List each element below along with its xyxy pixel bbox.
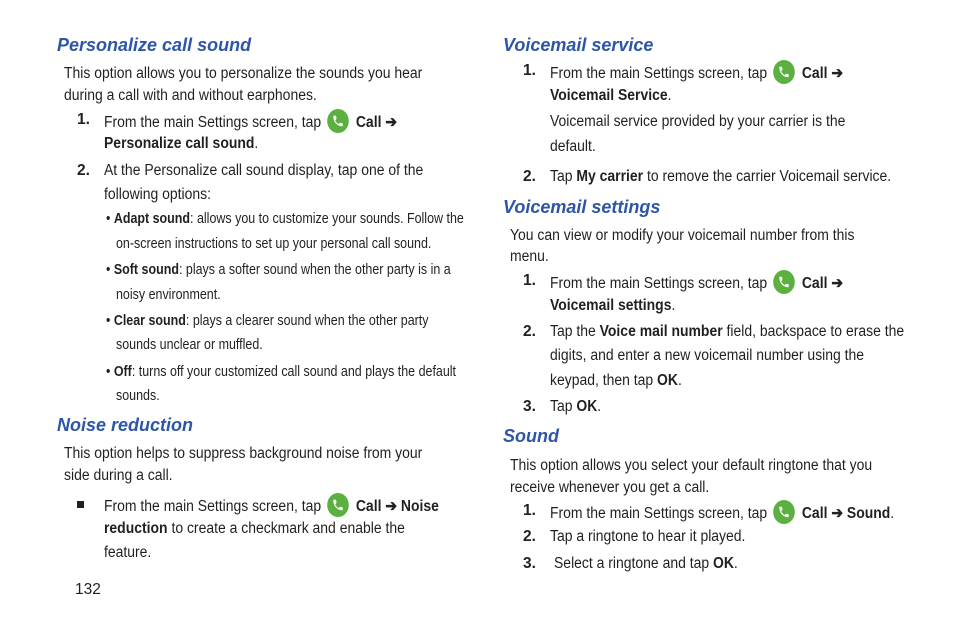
paragraph-line: This option helps to suppress background noise from your [64, 445, 423, 462]
option-name: My carrier [576, 168, 644, 185]
phone-call-icon [773, 270, 795, 294]
option-title: Soft sound [113, 262, 179, 278]
step-text [550, 60, 843, 85]
step-text-part: From the main Settings screen, tap [550, 505, 768, 522]
step-text-part: From the main Settings screen, tap [104, 114, 322, 131]
button-name: OK [712, 555, 734, 572]
option-line [106, 208, 464, 230]
menu-item-name: reduction [104, 520, 168, 537]
step-text: Voicemail service provided by your carrier is the [550, 113, 846, 130]
button-name: OK [657, 372, 678, 389]
step-text-part: From the main Settings screen, tap [104, 498, 322, 515]
paragraph-line: You can view or modify your voicemail number from this [510, 227, 855, 244]
option-line [106, 310, 429, 332]
bullet: • [106, 211, 111, 227]
step-text-part: to create a checkmark and enable the [167, 520, 405, 537]
step-text-part: to remove the carrier Voicemail service. [643, 168, 892, 185]
step-number: 1. [523, 272, 536, 289]
step-text-part: keypad, then tap [550, 372, 658, 389]
option-desc: : allows you to customize your sounds. Follow the [190, 211, 464, 227]
option-desc: : plays a clearer sound when the other party [185, 313, 429, 329]
step-number: 1. [523, 62, 536, 79]
step-text [104, 493, 439, 518]
step-text [550, 396, 601, 418]
step-number: 2. [523, 528, 536, 545]
step-text [104, 133, 258, 155]
heading-voicemail-settings: Voicemail settings [503, 197, 661, 217]
option-title: Off [113, 364, 132, 380]
step-text: Tap a ringtone to hear it played. [550, 528, 746, 545]
phone-call-icon [327, 493, 349, 517]
option-line [106, 361, 456, 383]
step-text-part: Tap [550, 398, 577, 415]
paragraph-line: receive whenever you get a call. [510, 479, 710, 496]
step-number: 2. [523, 168, 536, 185]
paragraph-line: menu. [510, 248, 549, 265]
field-name: Voice mail number [599, 323, 723, 340]
paragraph-line: This option allows you to personalize the sounds you hear [64, 65, 423, 82]
step-text-part: From the main Settings screen, tap [550, 65, 768, 82]
heading-personalize-call-sound: Personalize call sound [57, 35, 252, 55]
step-text-part: Tap [550, 168, 577, 185]
bullet: • [106, 364, 111, 380]
step-text [550, 270, 843, 295]
step-text: default. [550, 138, 596, 155]
menu-path: Call ➔ [801, 65, 844, 82]
option-desc: : plays a softer sound when the other party is in a [178, 262, 451, 278]
step-number: 2. [77, 162, 90, 179]
step-text: digits, and enter a new voicemail number using the [550, 347, 865, 364]
step-text: At the Personalize call sound display, tap one of the [104, 162, 424, 179]
step-number: 1. [77, 111, 90, 128]
menu-item-name: Voicemail Service [550, 87, 668, 104]
punctuation: . [890, 505, 895, 522]
step-text [550, 500, 894, 525]
phone-call-icon [773, 500, 795, 524]
option-line: sounds. [116, 388, 160, 404]
bullet: • [106, 313, 111, 329]
option-title: Adapt sound [113, 211, 191, 227]
punctuation: . [671, 297, 676, 314]
page-number: 132 [75, 581, 101, 598]
step-text [550, 166, 891, 188]
menu-path: Call ➔ Noise [355, 498, 439, 515]
heading-sound: Sound [503, 426, 559, 446]
menu-path: Call ➔ [801, 275, 844, 292]
step-text [550, 85, 672, 107]
option-line [106, 259, 451, 281]
step-text [550, 321, 904, 343]
step-text [554, 553, 738, 575]
bullet: • [106, 262, 111, 278]
heading-noise-reduction: Noise reduction [57, 415, 194, 435]
step-text-part: field, backspace to erase the [722, 323, 905, 340]
button-name: OK [576, 398, 598, 415]
option-title: Clear sound [113, 313, 186, 329]
step-number: 3. [523, 555, 536, 572]
punctuation: . [733, 555, 738, 572]
punctuation: . [677, 372, 682, 389]
punctuation: . [254, 135, 259, 152]
option-line: on-screen instructions to set up your personal call sound. [116, 236, 432, 252]
step-text-part: From the main Settings screen, tap [550, 275, 768, 292]
phone-call-icon [327, 109, 349, 133]
option-desc: : turns off your customized call sound and plays the default [131, 364, 457, 380]
menu-item-name: Personalize call sound [104, 135, 255, 152]
heading-voicemail-service: Voicemail service [503, 35, 654, 55]
step-text-part: Tap the [550, 323, 600, 340]
option-line: noisy environment. [116, 287, 221, 303]
step-text [104, 518, 405, 540]
option-line: sounds unclear or muffled. [116, 337, 263, 353]
step-text [550, 370, 682, 392]
step-text [550, 295, 675, 317]
paragraph-line: during a call with and without earphones. [64, 87, 317, 104]
step-number: 3. [523, 398, 536, 415]
phone-call-icon [773, 60, 795, 84]
menu-path: Call ➔ [355, 114, 398, 131]
punctuation: . [667, 87, 672, 104]
step-text [104, 109, 397, 134]
step-text: feature. [104, 544, 152, 561]
square-bullet [77, 501, 84, 508]
step-number: 2. [523, 323, 536, 340]
step-text-part: Select a ringtone and tap [554, 555, 713, 572]
menu-path: Call ➔ Sound [801, 505, 891, 522]
step-number: 1. [523, 502, 536, 519]
paragraph-line: side during a call. [64, 467, 173, 484]
punctuation: . [597, 398, 602, 415]
menu-item-name: Voicemail settings [550, 297, 672, 314]
step-text: following options: [104, 186, 212, 203]
paragraph-line: This option allows you select your default ringtone that you [510, 457, 873, 474]
